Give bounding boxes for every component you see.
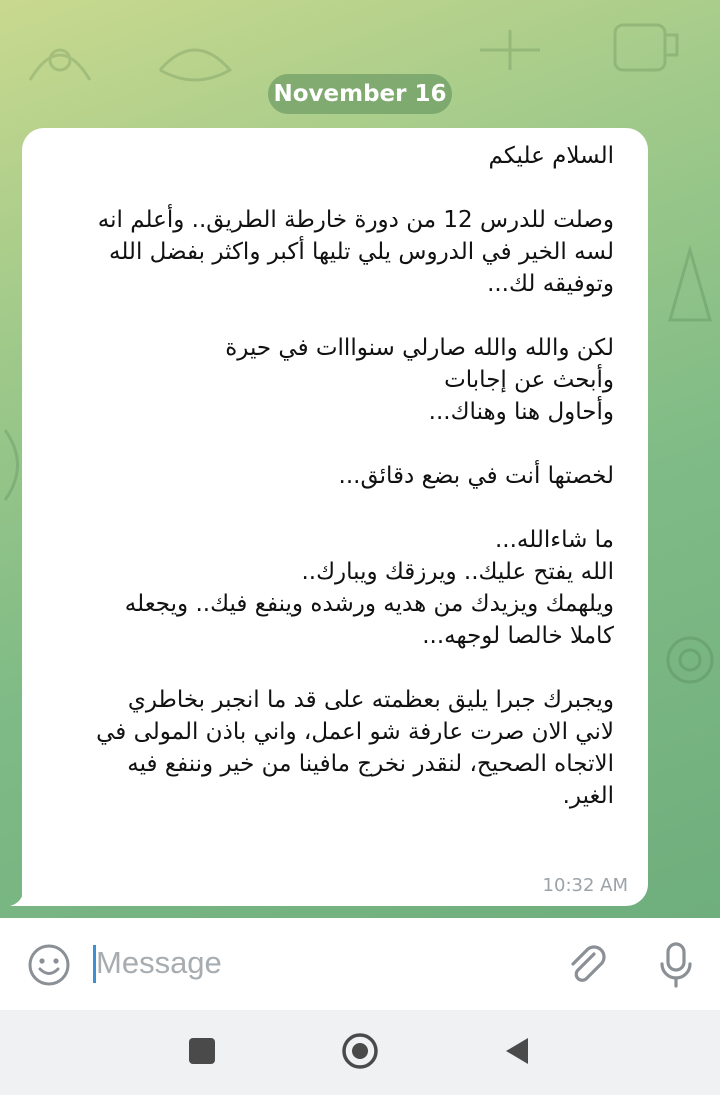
doodle-icon <box>20 20 100 100</box>
message-composer <box>0 918 720 1010</box>
doodle-icon <box>600 10 690 90</box>
message-text: السلام عليكم وصلت للدرس 12 من دورة خارطة الطريق.. وأعلم انه لسه الخير في الدروس يلي تليها أكبر واكثر بفضل الله وتوفيقه لك... لكن والله والله صارلي سنوااات في حيرة وأبحث عن إجابات وأحاول هنا وهناك... لخصتها أنت في بضع دقائق... ما شاءالله... الله يفتح عليك.. ويرزقك ويبارك.. ويلهمك ويزيدك من هديه ورشده وينفع فيك.. ويجعله كاملا خالصا لوجهه... ويجبرك جبرا يليق بعظمته على قد ما انجبر بخاطري لاني الان صرت عارفة شو اعمل، واني باذن المولى في الاتجاه الصحيح، لنقدر نخرج مافينا من خير وننفع فيه الغير. <box>96 143 614 809</box>
emoji-icon[interactable] <box>26 942 72 988</box>
message-input[interactable] <box>96 940 516 986</box>
message-timestamp: 10:32 AM <box>542 875 628 896</box>
microphone-icon[interactable] <box>654 940 698 990</box>
paperclip-icon[interactable] <box>564 942 610 988</box>
doodle-icon <box>470 20 560 80</box>
doodle-icon <box>660 240 720 330</box>
square-icon[interactable] <box>189 1038 215 1064</box>
doodle-icon <box>150 30 240 90</box>
home-circle-icon[interactable] <box>340 1031 380 1071</box>
back-triangle-icon[interactable] <box>502 1035 532 1067</box>
date-divider: November 16 <box>268 74 452 114</box>
system-navigation-bar <box>0 1010 720 1095</box>
doodle-icon <box>660 620 720 700</box>
incoming-message-bubble[interactable] <box>22 128 648 906</box>
